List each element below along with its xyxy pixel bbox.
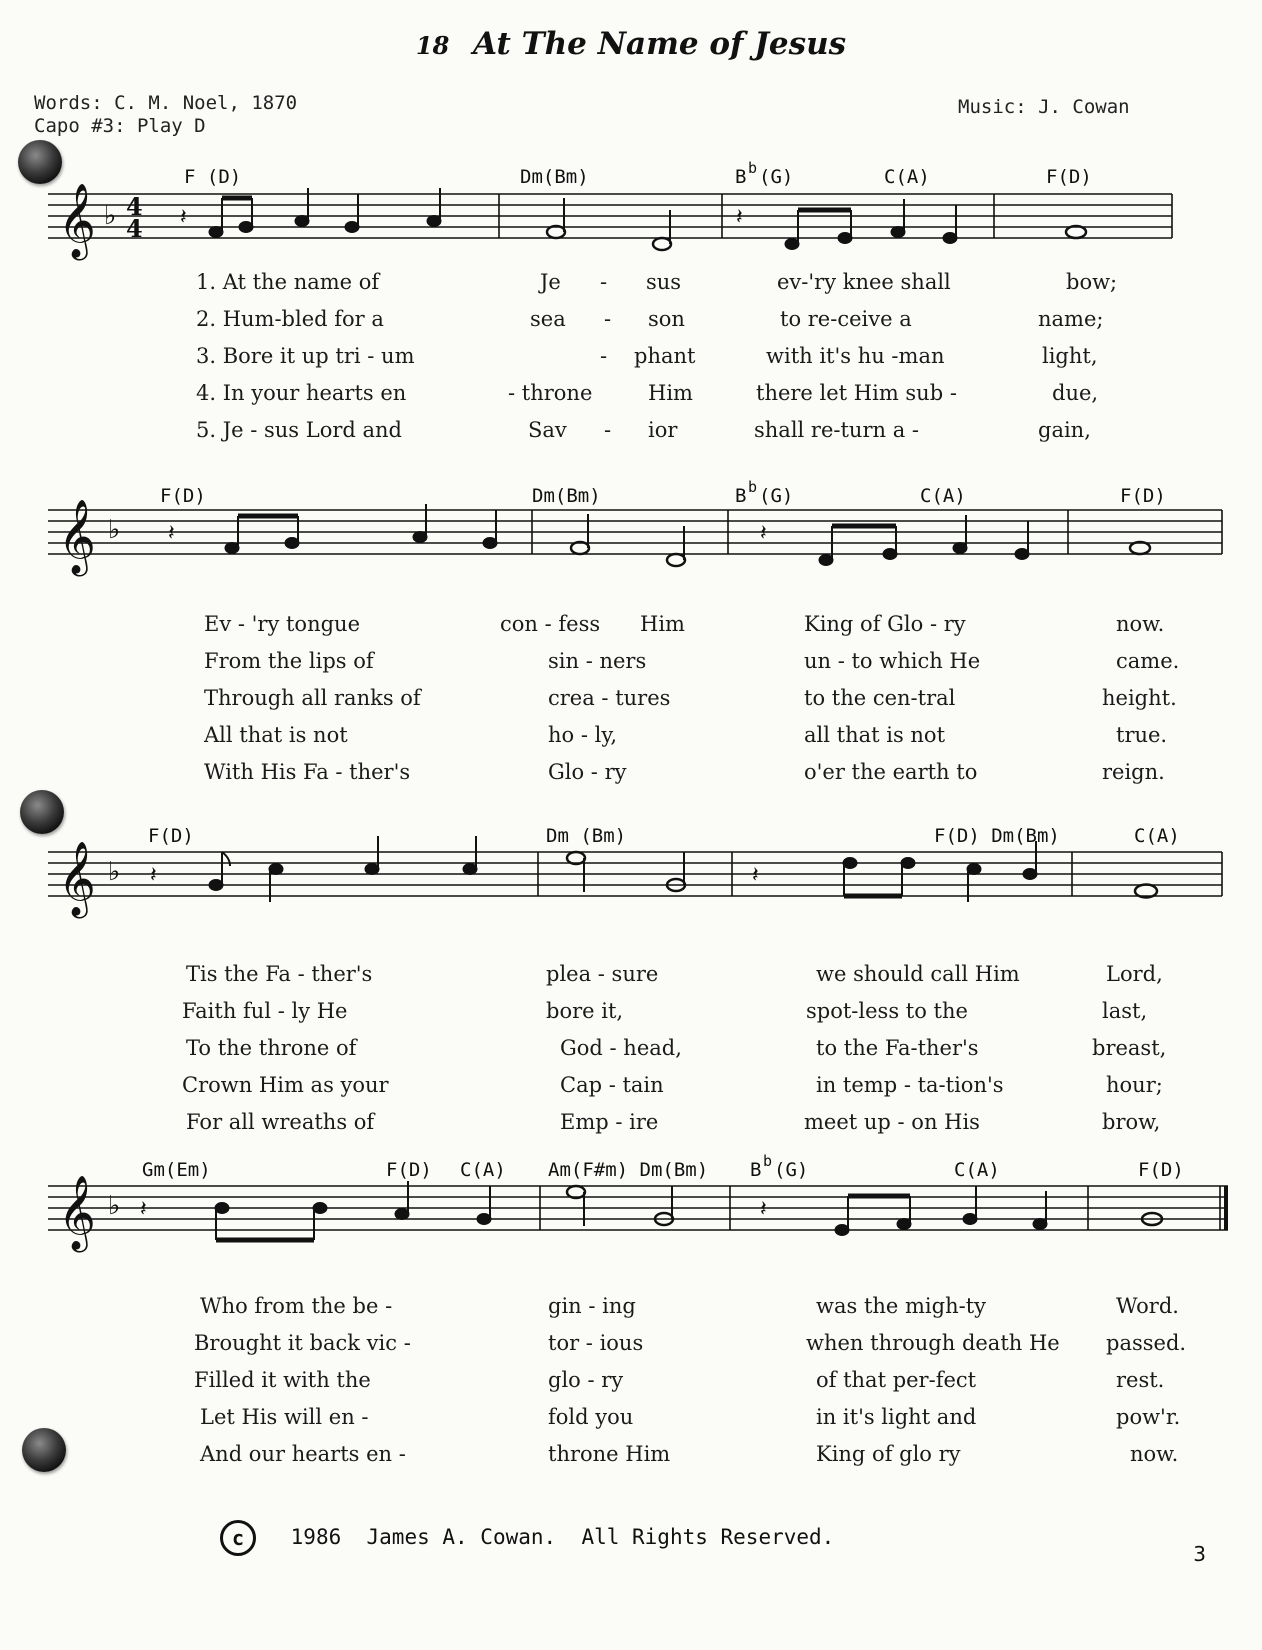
- lyric-text: o'er the earth to: [804, 760, 978, 784]
- svg-text:♭: ♭: [108, 1191, 121, 1221]
- chord-label: C(A): [460, 1159, 506, 1181]
- lyric-text: gain,: [1038, 418, 1091, 442]
- lyric-text: there let Him sub -: [756, 381, 957, 405]
- lyric-line: [0, 1331, 1262, 1368]
- lyric-text: came.: [1116, 649, 1180, 673]
- lyric-text: Faith ful - ly He: [182, 999, 348, 1023]
- music-staff-2: [0, 478, 1262, 592]
- title-block: [0, 26, 1262, 62]
- svg-text:𝄞: 𝄞: [58, 500, 96, 574]
- lyric-line: [0, 1442, 1262, 1479]
- lyric-text: pow'r.: [1116, 1405, 1181, 1429]
- lyric-line: [0, 612, 1262, 649]
- svg-text:𝄽: 𝄽: [168, 521, 175, 546]
- chord-label: F(D): [1120, 485, 1166, 507]
- lyric-line: [0, 999, 1262, 1036]
- lyric-line: [0, 760, 1262, 797]
- svg-text:4: 4: [126, 192, 143, 221]
- chord-label: C(A): [920, 485, 966, 507]
- lyric-text: passed.: [1106, 1331, 1187, 1355]
- lyric-text: King of Glo - ry: [804, 612, 966, 636]
- lyric-text: hour;: [1106, 1073, 1163, 1097]
- copyright-text: 1986 James A. Cowan. All Rights Reserved.: [290, 1525, 835, 1549]
- lyric-text: Him: [648, 381, 693, 405]
- lyric-text: throne Him: [548, 1442, 671, 1466]
- lyric-text: Emp - ire: [560, 1110, 659, 1134]
- lyric-text: gin - ing: [548, 1294, 636, 1318]
- chord-label: Gm(Em): [142, 1159, 211, 1181]
- chord-label: (G): [759, 485, 794, 507]
- lyric-text: glo - ry: [548, 1368, 624, 1392]
- lyric-text: in it's light and: [816, 1405, 977, 1429]
- chord-label: F(D): [1046, 166, 1092, 188]
- lyric-text: With His Fa - ther's: [204, 760, 411, 784]
- svg-text:𝄽: 𝄽: [150, 863, 157, 888]
- chord-label: Dm (Bm): [546, 825, 627, 847]
- lyric-text: when through death He: [806, 1331, 1060, 1355]
- chord-label: C(A): [954, 1159, 1000, 1181]
- lyric-line: [0, 1036, 1262, 1073]
- chord-label: Dm(Bm): [520, 166, 589, 188]
- lyric-line: [0, 649, 1262, 686]
- chord-label: F(D) Dm(Bm): [934, 825, 1060, 847]
- lyric-text: Glo - ry: [548, 760, 627, 784]
- lyric-text: 3. Bore it up tri - um: [196, 344, 415, 368]
- svg-text:𝄽: 𝄽: [180, 205, 187, 230]
- words-credit: Words: C. M. Noel, 1870: [34, 92, 298, 114]
- lyric-text: ho - ly,: [548, 723, 618, 747]
- svg-text:𝄽: 𝄽: [752, 863, 759, 888]
- lyric-text: we should call Him: [816, 962, 1020, 986]
- lyric-text: Through all ranks of: [204, 686, 421, 710]
- chord-label: F(D): [160, 485, 206, 507]
- chord-label: F (D): [184, 166, 242, 188]
- lyric-line: [0, 962, 1262, 999]
- chord-label: (G): [774, 1159, 809, 1181]
- chord-label: b: [748, 478, 758, 496]
- lyric-text: To the throne of: [186, 1036, 357, 1060]
- lyric-text: tor - ious: [548, 1331, 644, 1355]
- chord-label: b: [763, 1152, 773, 1170]
- hymn-number: 18: [415, 31, 450, 60]
- chord-label: Dm(Bm): [532, 485, 601, 507]
- lyric-text: 4. In your hearts en: [196, 381, 407, 405]
- lyric-line: [0, 723, 1262, 760]
- lyric-text: Sav: [528, 418, 567, 442]
- chord-label: b: [748, 159, 758, 177]
- svg-text:𝄞: 𝄞: [58, 184, 96, 258]
- lyric-text: with it's hu -man: [766, 344, 945, 368]
- svg-text:4: 4: [126, 214, 143, 243]
- svg-text:𝄞: 𝄞: [58, 1176, 96, 1250]
- lyric-text: fold you: [548, 1405, 634, 1429]
- lyric-text: to the Fa-ther's: [816, 1036, 979, 1060]
- chord-label: B: [750, 1159, 762, 1181]
- lyric-text: to the cen-tral: [804, 686, 956, 710]
- lyric-text: Lord,: [1106, 962, 1163, 986]
- lyric-text: breast,: [1092, 1036, 1167, 1060]
- svg-text:𝄽: 𝄽: [140, 1197, 147, 1222]
- lyric-text: brow,: [1102, 1110, 1161, 1134]
- lyric-text: con - fess: [500, 612, 601, 636]
- music-credit: Music: J. Cowan: [958, 96, 1130, 118]
- lyric-text: 1. At the name of: [196, 270, 380, 294]
- lyric-line: [0, 686, 1262, 723]
- lyric-text: of that per-fect: [816, 1368, 977, 1392]
- lyric-text: height.: [1102, 686, 1177, 710]
- lyric-text: last,: [1102, 999, 1148, 1023]
- lyric-text: phant: [634, 344, 696, 368]
- lyric-text: rest.: [1116, 1368, 1165, 1392]
- lyric-text: sea: [530, 307, 566, 331]
- lyric-text: Cap - tain: [560, 1073, 664, 1097]
- chord-label: F(D): [386, 1159, 432, 1181]
- chord-label: Am(F#m) Dm(Bm): [548, 1159, 709, 1181]
- lyric-text: son: [648, 307, 685, 331]
- music-staff-3: [0, 822, 1262, 932]
- lyric-line: [0, 381, 1262, 418]
- lyric-line: [0, 344, 1262, 381]
- svg-text:𝄽: 𝄽: [760, 521, 767, 546]
- lyric-text: was the migh-ty: [816, 1294, 987, 1318]
- lyric-text: Let His will en -: [200, 1405, 369, 1429]
- lyric-text: King of glo ry: [816, 1442, 961, 1466]
- chord-label: C(A): [884, 166, 930, 188]
- copyright-icon: c: [220, 1520, 256, 1556]
- lyric-text: light,: [1042, 344, 1098, 368]
- lyric-line: [0, 270, 1262, 307]
- svg-text:♭: ♭: [104, 201, 117, 231]
- lyric-text: all that is not: [804, 723, 946, 747]
- lyric-text: sus: [646, 270, 682, 294]
- lyric-text: shall re-turn a -: [754, 418, 919, 442]
- lyric-text: Filled it with the: [194, 1368, 371, 1392]
- lyric-text: Word.: [1116, 1294, 1179, 1318]
- svg-text:♭: ♭: [108, 857, 121, 887]
- lyric-text: All that is not: [204, 723, 348, 747]
- hymn-title: At The Name of Jesus: [472, 26, 847, 62]
- lyric-text: Ev - 'ry tongue: [204, 612, 360, 636]
- lyric-text: reign.: [1102, 760, 1165, 784]
- lyric-text: Him: [640, 612, 685, 636]
- lyric-text: in temp - ta-tion's: [816, 1073, 1004, 1097]
- chord-label: F(D): [1138, 1159, 1184, 1181]
- lyric-line: [0, 1368, 1262, 1405]
- capo-note: Capo #3: Play D: [34, 115, 206, 137]
- lyric-line: [0, 1110, 1262, 1147]
- lyric-text: Je: [540, 270, 561, 294]
- chord-label: F(D): [148, 825, 194, 847]
- lyric-line: [0, 418, 1262, 455]
- lyric-text: And our hearts en -: [200, 1442, 406, 1466]
- lyric-text: -: [600, 344, 608, 368]
- svg-text:𝄽: 𝄽: [736, 205, 743, 230]
- lyric-text: ior: [648, 418, 678, 442]
- lyric-line: [0, 1073, 1262, 1110]
- chord-label: (G): [759, 166, 794, 188]
- lyric-text: sin - ners: [548, 649, 647, 673]
- lyric-line: [0, 1405, 1262, 1442]
- svg-text:𝄽: 𝄽: [760, 1197, 767, 1222]
- lyric-text: For all wreaths of: [186, 1110, 375, 1134]
- chord-label: B: [735, 485, 747, 507]
- lyric-text: true.: [1116, 723, 1168, 747]
- lyric-text: Crown Him as your: [182, 1073, 389, 1097]
- lyric-line: [0, 1294, 1262, 1331]
- svg-text:♭: ♭: [108, 515, 121, 545]
- lyric-text: From the lips of: [204, 649, 374, 673]
- lyric-text: plea - sure: [546, 962, 659, 986]
- lyric-line: [0, 307, 1262, 344]
- lyric-text: -: [604, 307, 612, 331]
- lyric-text: 2. Hum-bled for a: [196, 307, 384, 331]
- lyric-text: God - head,: [560, 1036, 682, 1060]
- music-staff-4: [0, 1152, 1262, 1266]
- lyric-text: bow;: [1066, 270, 1118, 294]
- page-number: 3: [1193, 1542, 1206, 1566]
- lyric-text: Tis the Fa - ther's: [186, 962, 373, 986]
- lyric-text: Brought it back vic -: [194, 1331, 411, 1355]
- lyric-text: -: [600, 270, 608, 294]
- copyright-notice: [220, 1520, 834, 1556]
- lyric-text: - throne: [508, 381, 593, 405]
- chord-label: C(A): [1134, 825, 1180, 847]
- lyric-text: now.: [1130, 1442, 1179, 1466]
- lyric-text: spot-less to the: [806, 999, 968, 1023]
- lyric-text: now.: [1116, 612, 1165, 636]
- lyric-text: meet up - on His: [804, 1110, 980, 1134]
- lyric-text: Who from the be -: [200, 1294, 393, 1318]
- lyric-text: name;: [1038, 307, 1104, 331]
- lyric-text: due,: [1052, 381, 1099, 405]
- lyric-text: crea - tures: [548, 686, 671, 710]
- chord-label: B: [735, 166, 747, 188]
- lyric-text: 5. Je - sus Lord and: [196, 418, 402, 442]
- svg-text:𝄞: 𝄞: [58, 842, 96, 916]
- lyric-text: ev-'ry knee shall: [777, 270, 951, 294]
- lyric-text: bore it,: [546, 999, 624, 1023]
- lyric-text: un - to which He: [804, 649, 981, 673]
- lyric-text: -: [604, 418, 612, 442]
- lyric-text: to re-ceive a: [780, 307, 912, 331]
- music-staff-1: [0, 160, 1262, 270]
